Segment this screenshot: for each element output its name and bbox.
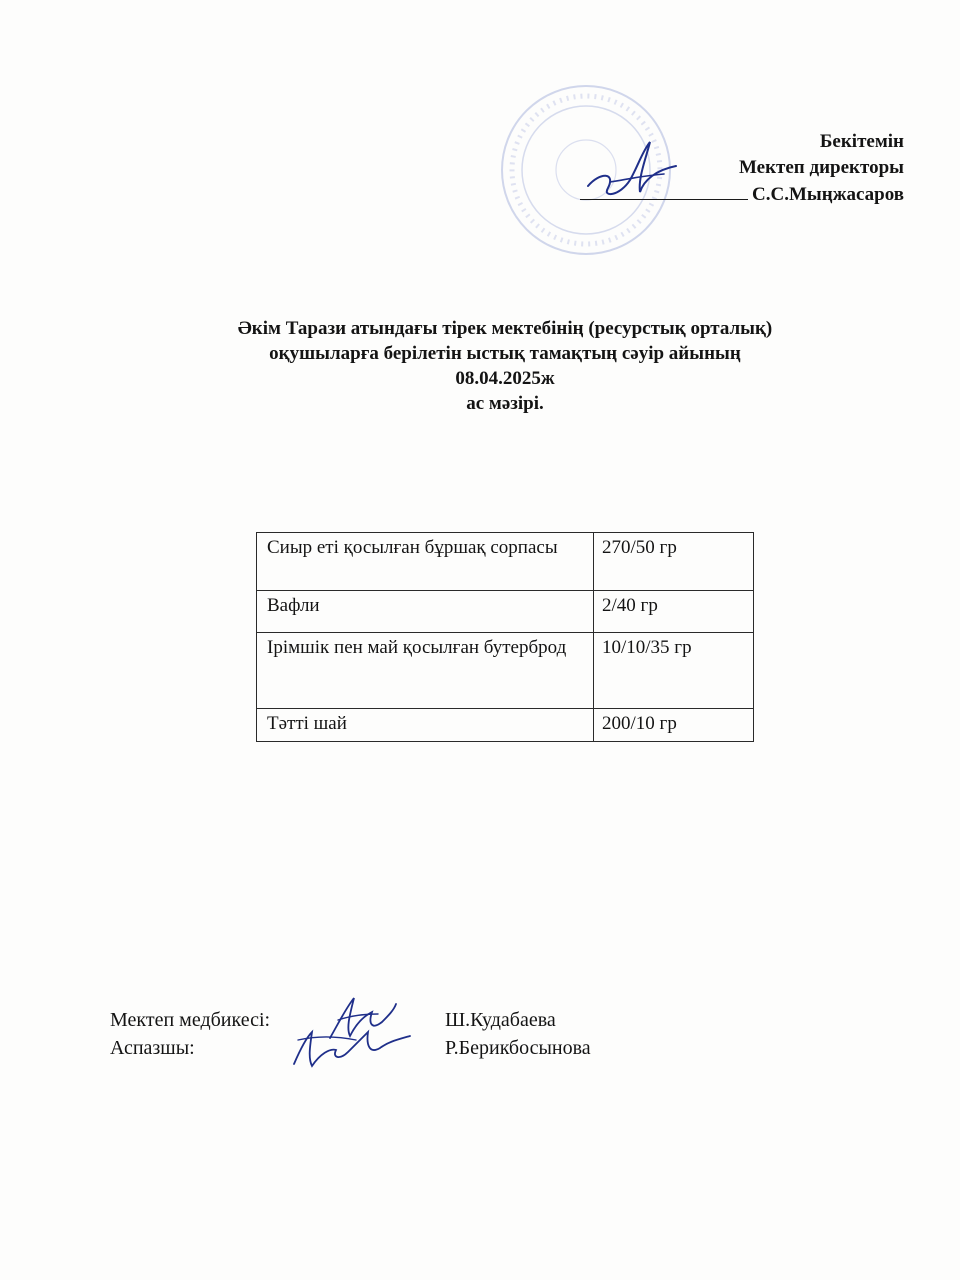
title-date: 08.04.2025ж bbox=[455, 368, 555, 389]
signer-name: Р.Берикбосынова bbox=[445, 1037, 591, 1059]
signer-role: Мектеп медбикесі: bbox=[110, 1009, 271, 1031]
dish-name: Сиыр еті қосылған бұршақ сорпасы bbox=[257, 533, 594, 591]
portion-size: 270/50 гр bbox=[594, 533, 754, 591]
table-row bbox=[257, 633, 754, 709]
title-line-1: Әкім Тарази атындағы тірек мектебінің (ресурстық орталық) bbox=[237, 318, 773, 339]
dish-name: Вафли bbox=[257, 591, 594, 633]
portion-size: 10/10/35 гр bbox=[594, 633, 754, 709]
approval-signature-line bbox=[580, 181, 904, 208]
portion-size: 2/40 гр bbox=[594, 591, 754, 633]
approval-block bbox=[580, 129, 904, 208]
table-row bbox=[257, 591, 754, 633]
dish-name: Тәтті шай bbox=[257, 709, 594, 742]
dish-name: Ірімшік пен май қосылған бутерброд bbox=[257, 633, 594, 709]
table-row bbox=[257, 533, 754, 591]
title-line-4: ас мәзірі. bbox=[466, 393, 544, 414]
menu-table bbox=[256, 532, 754, 742]
approval-position: Мектеп директоры bbox=[738, 157, 904, 178]
signer-role: Аспазшы: bbox=[110, 1037, 195, 1059]
director-name: С.С.Мыңжасаров bbox=[752, 184, 904, 205]
signer-name: Ш.Кудабаева bbox=[445, 1009, 556, 1031]
signature-underline bbox=[580, 181, 748, 200]
cook-signature bbox=[286, 1024, 416, 1074]
table-row bbox=[257, 709, 754, 742]
portion-size: 200/10 гр bbox=[594, 709, 754, 742]
document-title bbox=[0, 316, 960, 416]
title-line-2: оқушыларға берілетін ыстық тамақтың сәуір айының bbox=[269, 343, 741, 364]
approval-title: Бекітемін bbox=[819, 131, 904, 152]
